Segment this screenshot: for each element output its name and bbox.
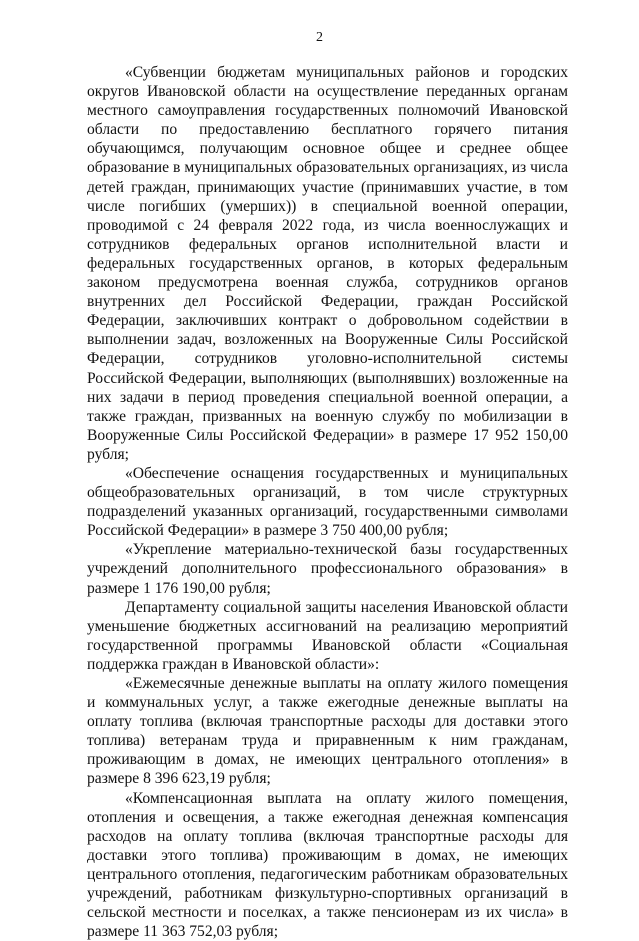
paragraph-state-symbols: «Обеспечение оснащения государственных и муниципальных общеобразовательных организаций, в том числе структурных подразделений указанных организаций, государственными символами Российской Федерации» в размере 3 750 400,00 рубля; — [87, 464, 568, 540]
paragraph-monthly-payments: «Ежемесячные денежные выплаты на оплату жилого помещения и коммунальных услуг, а также ежегодные денежные выплаты на оплату топлива (включая транспортные расходы для доставки этого топлива) ветеранам труда и приравненным к ним гражданам, проживающим в домах, не имеющих центрального отопления» в размере 8 396 623,19 рубля; — [87, 675, 568, 788]
paragraph-compensation-payment: «Компенсационная выплата на оплату жилого помещения, отопления и освещения, а также ежегодная денежная компенсация расходов на оплату топлива (включая транспортные расходы для доставки этого топлива) проживающим в домах, не имеющих центрального отопления, педагогическим работникам образовательных учреждений, работникам физкультурно-спортивных организаций в сельской местности и поселках, а также пенсионерам из их числа» в размере 11 363 752,03 рубля; — [87, 789, 568, 941]
page-number: 2 — [316, 30, 323, 45]
paragraph-subventions: «Субвенции бюджетам муниципальных районов и городских округов Ивановской области на осуществление переданных органам местного самоуправления государственных полномочий Ивановской области по предоставлению бесплатного горячего питания обучающимся, получающим основное общее и среднее общее образование в муниципальных образовательных организациях, из числа детей граждан, принимающих участие (принимавших участие, в том числе погибших (умерших)) в специальной военной операции, проводимой с 24 февраля 2022 года, из числа военнослужащих и сотрудников федеральных органов исполнительной власти и федеральных государственных органов, в которых федеральным законом предусмотрена военная служба, сотрудников органов внутренних дел Российской Федерации, граждан Российской Федерации, заключивших контракт о добровольном содействии в выполнении задач, возложенных на Вооруженные Силы Российской Федерации, сотрудников уголовно-исполнительной системы Российской Федерации, выполняющих (выполнявших) возложенные на них задачи в период проведения специальной военной операции, а также граждан, призванных на военную службу по мобилизации в Вооруженные Силы Российской Федерации» в размере 17 952 150,00 рубля; — [87, 64, 568, 463]
document-body — [87, 63, 568, 941]
paragraph-social-protection-department: Департаменту социальной защиты населения Ивановской области уменьшение бюджетных ассигнований на реализацию мероприятий государственной программы Ивановской области «Социальная поддержка граждан в Ивановской области»: — [87, 598, 568, 673]
paragraph-material-base: «Укрепление материально-технической базы государственных учреждений дополнительного профессионального образования» в размере 1 176 190,00 рубля; — [87, 541, 568, 597]
